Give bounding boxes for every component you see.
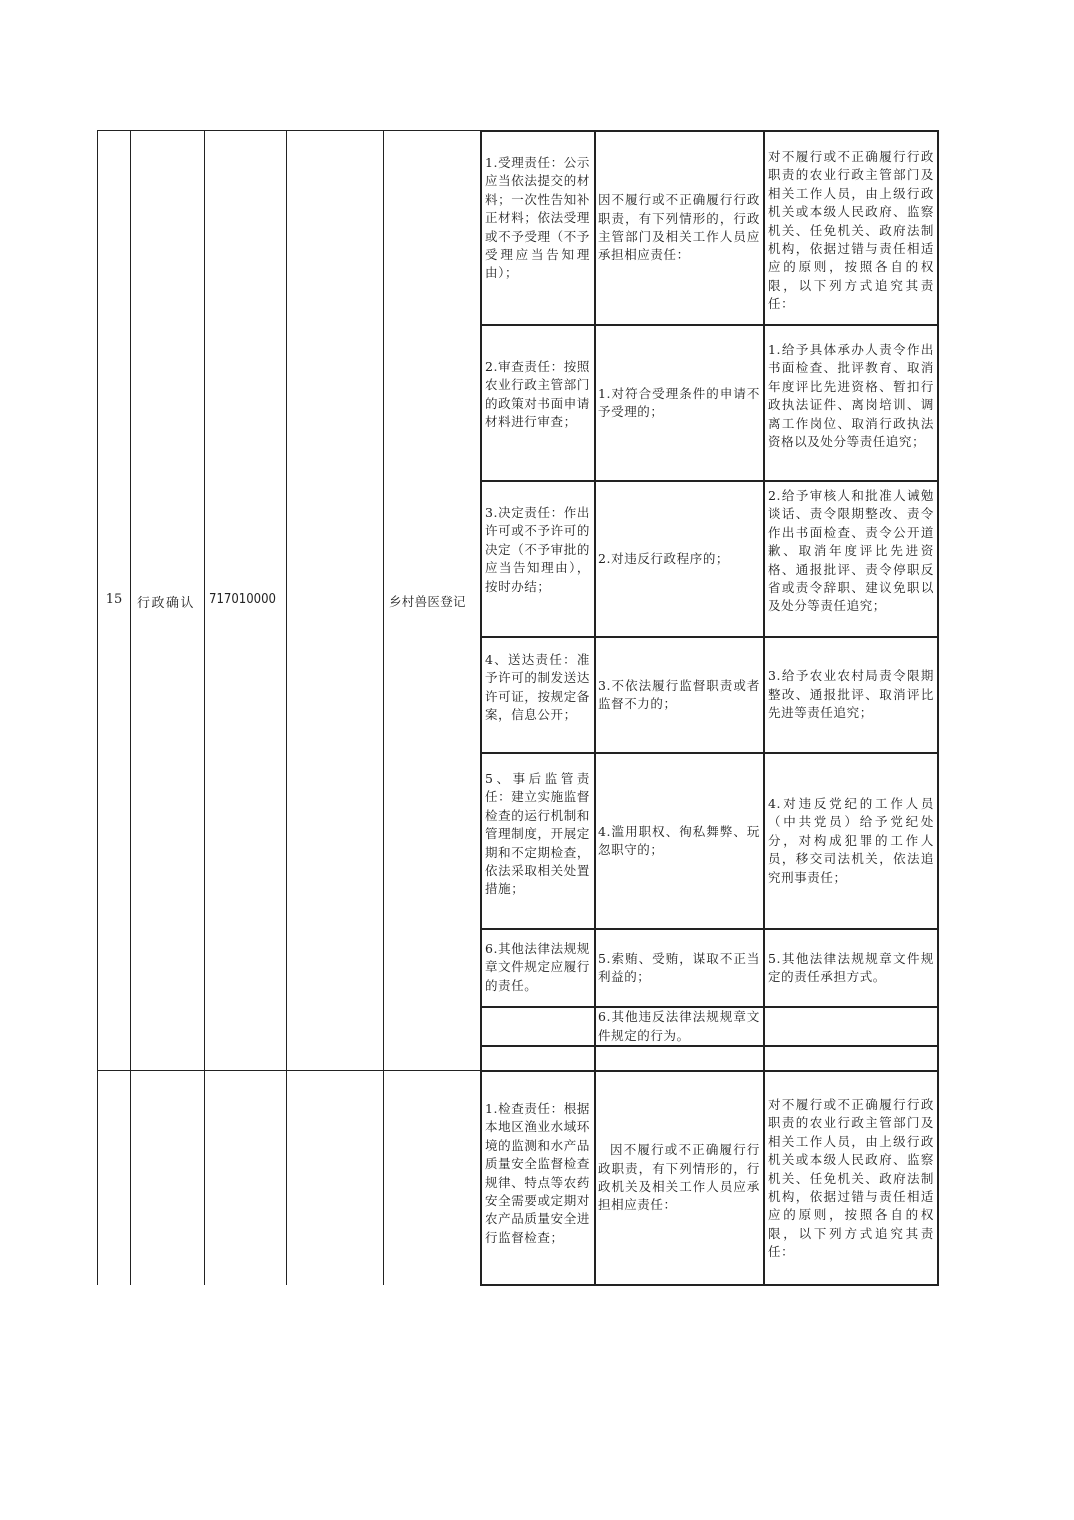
accountability-case-cell: [598, 1072, 760, 1284]
accountability-method-text: 4.对违反党纪的工作人员（中共党员）给予党纪处分，对构成犯罪的工作人员，移交司法机关，依法追究刑事责任；: [768, 795, 934, 885]
accountability-case-text: 1.对符合受理条件的申请不予受理的；: [598, 385, 760, 419]
accountability-case-text: 3.不依法履行监督职责或者监督不力的；: [598, 677, 760, 711]
accountability-method-cell: 对不履行或不正确履行行政职责的农业行政主管部门及相关工作人员，由上级行政机关或本级人民政府、监察机关、任免机关、政府法制机构，依据过错与责任相适应的原则，按照各自的权限，以下列方式追究其责任：: [768, 1097, 934, 1260]
accountability-method-cell: 2.给予审核人和批准人诫勉谈话、责令限期整改、责令作出书面检查、责令公开道歉、取消年度评比先进资格、通报批评、责令停职反省或责令辞职、建议免职以及处分等责任追究；: [768, 488, 934, 614]
grid-line: [383, 130, 384, 1285]
grid-line: [97, 130, 481, 131]
accountability-case-cell: [598, 132, 760, 324]
grid-line: [763, 130, 765, 1286]
row-seq: 15: [105, 592, 123, 607]
responsibility-cell: 1.检查责任：根据本地区渔业水域环境的监测和水产品质量安全监督检查规律、特点等农药安全需要或定期对农产品质量安全进行监督检查；: [485, 1101, 590, 1245]
responsibility-cell: 4、送达责任：准予许可的制发送达许可证，按规定备案，信息公开；: [485, 652, 590, 723]
responsibility-cell: 5、事后监管责任：建立实施监督检查的运行机制和管理制度，开展定期和不定期检查，依法采取相关处置措施；: [485, 771, 590, 897]
accountability-case-cell: [598, 930, 760, 1006]
grid-line: [204, 130, 205, 1285]
accountability-case-text: 5.索贿、受贿，谋取不正当利益的；: [598, 950, 760, 984]
accountability-case-text: 因不履行或不正确履行行政职责，有下列情形的，行政主管部门及相关工作人员应承担相应责任：: [598, 192, 760, 263]
accountability-case-text: 4.滥用职权、徇私舞弊、玩忽职守的；: [598, 823, 760, 857]
accountability-case-cell: [598, 326, 760, 480]
row-code: 717010000: [209, 592, 276, 607]
responsibility-cell: 3.决定责任：作出许可或不予许可的决定（不予审批的应当告知理由），按时办结；: [485, 505, 590, 594]
accountability-case-text: 6.其他违反法律法规规章文件规定的行为。: [598, 1009, 760, 1043]
responsibility-cell: 6.其他法律法规规章文件规定应履行的责任。: [485, 941, 590, 993]
accountability-method-cell: [768, 754, 934, 928]
accountability-case-cell: [598, 1008, 760, 1045]
accountability-case-cell: [598, 638, 760, 752]
grid-line: [286, 130, 287, 1285]
accountability-method-text: 3.给予农业农村局责令限期整改、通报批评、取消评比先进等责任追究；: [768, 668, 934, 721]
accountability-method-cell: [768, 930, 934, 1006]
grid-line: [480, 1045, 939, 1047]
grid-line: [937, 130, 939, 1286]
accountability-case-text: 2.对违反行政程序的；: [598, 550, 730, 566]
accountability-method-cell: 1.给予具体承办人责令作出书面检查、批评教育、取消年度评比先进资格、暂扣行政执法证件、离岗培训、调离工作岗位、取消行政执法资格以及处分等责任追究；: [768, 342, 934, 450]
responsibility-cell: 2.审查责任：按照农业行政主管部门的政策对书面申请材料进行审查；: [485, 359, 590, 430]
accountability-case-cell: [598, 482, 760, 636]
accountability-method-text: 5.其他法律法规规章文件规定的责任承担方式。: [768, 950, 934, 984]
grid-line: [97, 1070, 481, 1071]
accountability-case-cell: [598, 754, 760, 928]
grid-line: [480, 130, 482, 1286]
grid-line: [594, 130, 596, 1286]
row-category: 行政确认: [137, 596, 196, 611]
row-item-name: 乡村兽医登记: [389, 594, 466, 609]
grid-line: [97, 130, 98, 1285]
responsibility-cell: 1.受理责任：公示应当依法提交的材料；一次性告知补正材料；依法受理或不予受理（不予受理应当告知理由）；: [485, 155, 590, 281]
grid-line: [130, 130, 131, 1285]
accountability-case-text: 因不履行或不正确履行行政职责，有下列情形的，行政机关及相关工作人员应承担相应责任：: [598, 1142, 760, 1213]
accountability-method-cell: 对不履行或不正确履行行政职责的农业行政主管部门及相关工作人员，由上级行政机关或本级人民政府、监察机关、任免机关、政府法制机构，依据过错与责任相适应的原则，按照各自的权限，以下列方式追究其责任：: [768, 149, 934, 312]
accountability-method-cell: [768, 638, 934, 752]
grid-line: [480, 1284, 939, 1286]
